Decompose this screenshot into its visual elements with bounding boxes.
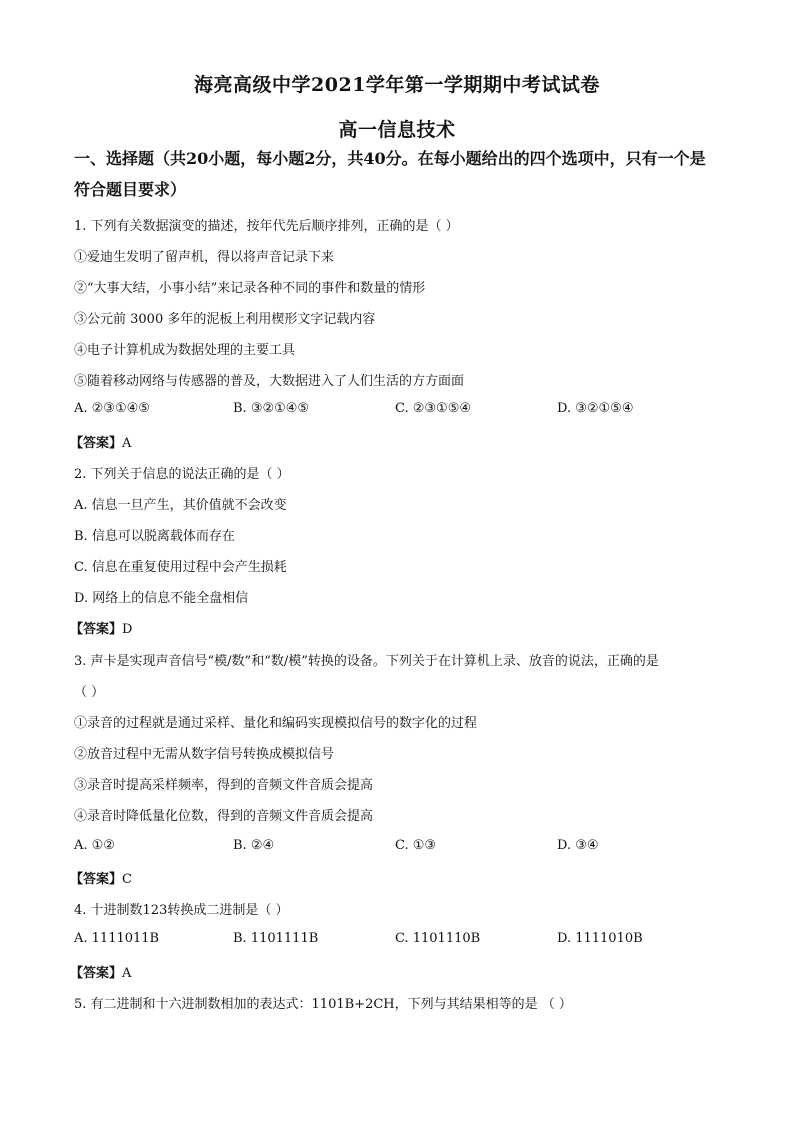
q1-item-2: ②“大事大结，小事小结”来记录各种不同的事件和数量的情形 (74, 281, 426, 296)
answer-value: A (122, 436, 132, 451)
q4-option-d: D. 1111010B (557, 931, 643, 946)
q1-answer (70, 432, 131, 451)
q3-answer (70, 868, 132, 887)
q3-item-4: ④录音时降低量化位数，得到的音频文件音质会提高 (74, 809, 374, 824)
q1-item-5: ⑤随着移动网络与传感器的普及，大数据进入了人们生活的方方面面 (74, 374, 465, 389)
q5-stem: 5. 有二进制和十六进制数相加的表达式：1101B+2CH，下列与其结果相等的是 （ ） (74, 997, 572, 1012)
q2-option-a: A. 信息一旦产生，其价值就不会改变 (74, 498, 287, 513)
q2-answer (70, 618, 132, 637)
answer-value: C (122, 872, 132, 887)
q3-stem: 3. 声卡是实现声音信号“模/数”和“数/模”转换的设备。下列关于在计算机上录、放音的说法，正确的是 (74, 654, 659, 669)
subject-title: 高一信息技术 (338, 119, 456, 141)
q4-option-a: A. 1111011B (74, 931, 160, 946)
q3-option-a: A. ①② (74, 838, 115, 853)
q3-option-d: D. ③④ (557, 838, 599, 853)
answer-tag: 【答案】 (70, 966, 123, 981)
answer-value: D (122, 622, 133, 637)
q2-option-d: D. 网络上的信息不能全盘相信 (74, 591, 249, 606)
q3-item-2: ②放音过程中无需从数字信号转换成模拟信号 (74, 747, 335, 762)
q1-item-3: ③公元前 3000 多年的泥板上利用楔形文字记载内容 (74, 312, 376, 327)
q3-item-1: ①录音的过程就是通过采样、量化和编码实现模拟信号的数字化的过程 (74, 716, 478, 731)
section-heading (74, 143, 734, 205)
answer-tag: 【答案】 (70, 436, 123, 451)
q1-item-1: ①爱迪生发明了留声机，得以将声音记录下来 (74, 250, 335, 265)
q1-stem: 1. 下列有关数据演变的描述，按年代先后顺序排列，正确的是（ ） (74, 219, 459, 234)
answer-value: A (122, 966, 132, 981)
q3-stem-paren: （ ） (74, 685, 105, 700)
q1-option-d: D. ③②①⑤④ (557, 401, 634, 416)
answer-tag: 【答案】 (70, 872, 123, 887)
q4-option-b: B. 1101111B (233, 931, 319, 946)
q3-option-c: C. ①③ (395, 838, 437, 853)
q1-option-c: C. ②③①⑤④ (395, 401, 472, 416)
q4-answer (70, 962, 131, 981)
q1-option-b: B. ③②①④⑤ (233, 401, 310, 416)
q3-option-b: B. ②④ (233, 838, 275, 853)
answer-tag: 【答案】 (70, 622, 123, 637)
q3-item-3: ③录音时提高采样频率，得到的音频文件音质会提高 (74, 778, 374, 793)
q4-option-c: C. 1101110B (395, 931, 481, 946)
q1-option-a: A. ②③①④⑤ (74, 401, 150, 416)
q4-stem: 4. 十进制数123转换成二进制是（ ） (74, 903, 289, 918)
section-heading-line1: 一、选择题（共20小题，每小题2分，共40分。在每小题给出的四个选项中，只有一个是 (74, 149, 706, 168)
q2-option-b: B. 信息可以脱离载体而存在 (74, 529, 235, 544)
q2-stem: 2. 下列关于信息的说法正确的是（ ） (74, 467, 290, 482)
exam-title: 海亮高级中学2021学年第一学期期中考试试卷 (194, 74, 600, 96)
q2-option-c: C. 信息在重复使用过程中会产生损耗 (74, 560, 287, 575)
q1-item-4: ④电子计算机成为数据处理的主要工具 (74, 343, 296, 358)
section-heading-line2: 符合题目要求） (74, 180, 187, 199)
